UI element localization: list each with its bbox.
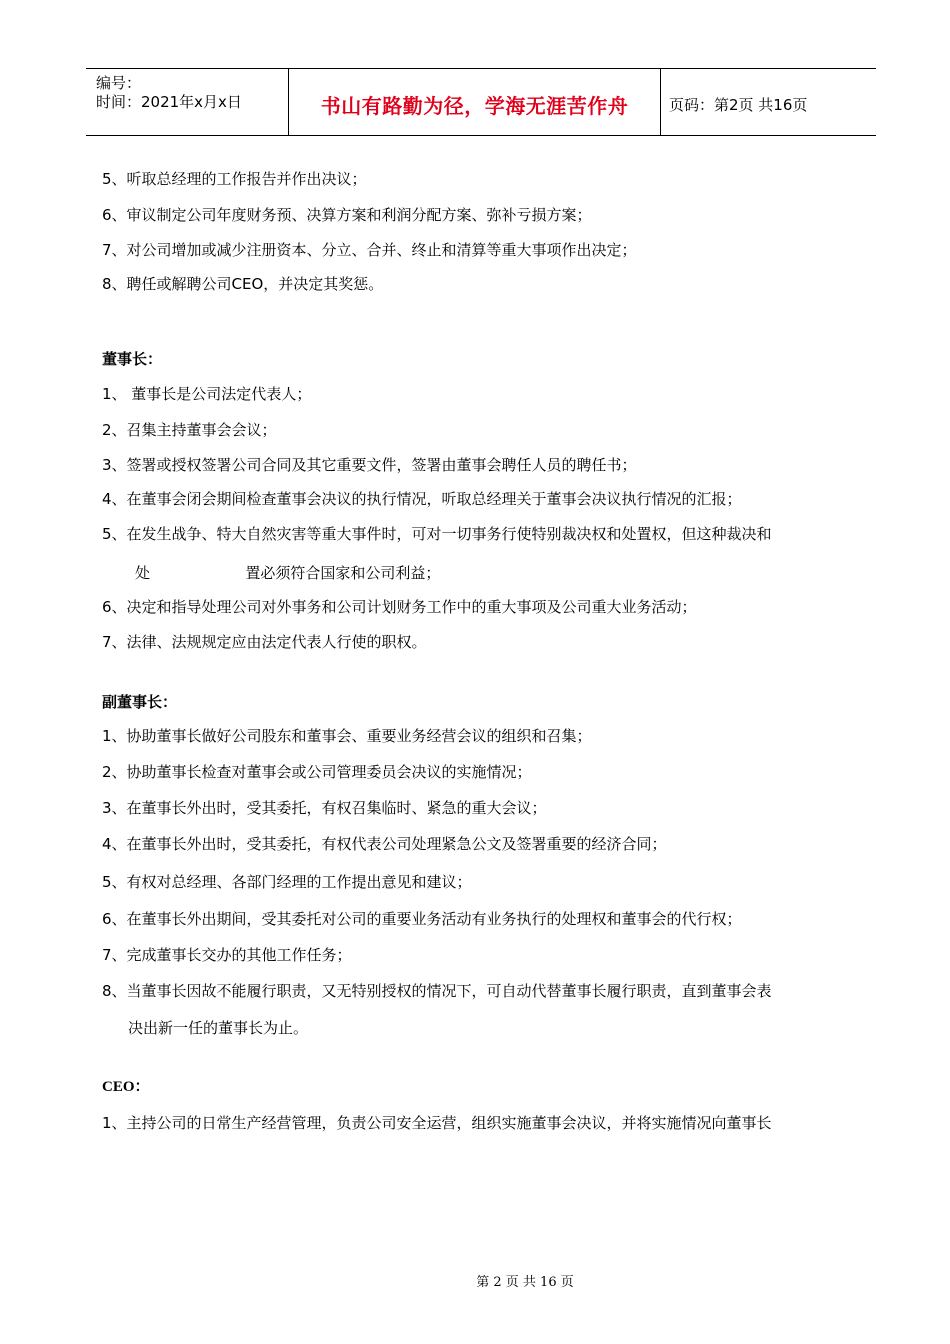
list-item: 2、召集主持董事会会议； bbox=[102, 421, 277, 439]
list-item: 3、在董事长外出时，受其委托，有权召集临时、紧急的重大会议； bbox=[102, 799, 547, 817]
list-item: 3、签署或授权签署公司合同及其它重要文件，签署由董事会聘任人员的聘任书； bbox=[102, 456, 637, 474]
header-page-cell bbox=[661, 69, 876, 135]
list-item: 8、当董事长因故不能履行职责，又无特别授权的情况下，可自动代替董事长履行职责，直到董事会表 bbox=[102, 982, 772, 1000]
page-footer: 第 2 页 共 16 页 bbox=[476, 1275, 574, 1290]
time-label: 时间：2021年x月x日 bbox=[96, 93, 242, 111]
motto-text: 书山有路勤为径，学海无涯苦作舟 bbox=[320, 93, 629, 118]
list-item: 1、协助董事长做好公司股东和董事会、重要业务经营会议的组织和召集； bbox=[102, 727, 592, 745]
list-item: 4、在董事长外出时，受其委托，有权代表公司处理紧急公文及签署重要的经济合同； bbox=[102, 835, 667, 853]
header-meta bbox=[86, 69, 288, 135]
page-info: 页码：第2页 共16页 bbox=[669, 95, 808, 114]
list-item: 6、决定和指导处理公司对外事务和公司计划财务工作中的重大事项及公司重大业务活动； bbox=[102, 598, 697, 616]
list-item: 8、聘任或解聘公司CEO，并决定其奖惩。 bbox=[102, 275, 384, 293]
list-item: 5、在发生战争、特大自然灾害等重大事件时，可对一切事务行使特别裁决权和处置权，但这种裁决和 bbox=[102, 525, 772, 543]
page-header bbox=[86, 68, 876, 136]
list-item: 7、法律、法规规定应由法定代表人行使的职权。 bbox=[102, 633, 427, 651]
header-motto-cell bbox=[288, 69, 661, 135]
list-item: 2、协助董事长检查对董事会或公司管理委员会决议的实施情况； bbox=[102, 763, 532, 781]
list-item-continuation: 决出新一任的董事长为止。 bbox=[128, 1019, 309, 1037]
list-item: 7、完成董事长交办的其他工作任务； bbox=[102, 946, 352, 964]
list-item: 5、有权对总经理、各部门经理的工作提出意见和建议； bbox=[102, 873, 472, 891]
section-heading-ceo: CEO： bbox=[102, 1079, 150, 1095]
list-item: 1、主持公司的日常生产经营管理，负责公司安全运营，组织实施董事会决议，并将实施情况向董事长 bbox=[102, 1114, 772, 1132]
list-item: 1、 董事长是公司法定代表人； bbox=[102, 385, 312, 403]
number-label: 编号： bbox=[96, 74, 142, 92]
section-heading-chairman: 董事长： bbox=[102, 350, 163, 368]
list-item: 4、在董事会闭会期间检查董事会决议的执行情况，听取总经理关于董事会决议执行情况的汇报； bbox=[102, 490, 742, 508]
list-item: 6、在董事长外出期间，受其委托对公司的重要业务活动有业务执行的处理权和董事会的代行权； bbox=[102, 910, 742, 928]
section-heading-vice-chairman: 副董事长： bbox=[102, 693, 178, 711]
list-item: 6、审议制定公司年度财务预、决算方案和利润分配方案、弥补亏损方案； bbox=[102, 206, 592, 224]
list-item: 7、对公司增加或减少注册资本、分立、合并、终止和清算等重大事项作出决定； bbox=[102, 241, 637, 259]
list-item-continuation: 处 置必须符合国家和公司利益； bbox=[135, 564, 441, 582]
list-item: 5、听取总经理的工作报告并作出决议； bbox=[102, 170, 367, 188]
